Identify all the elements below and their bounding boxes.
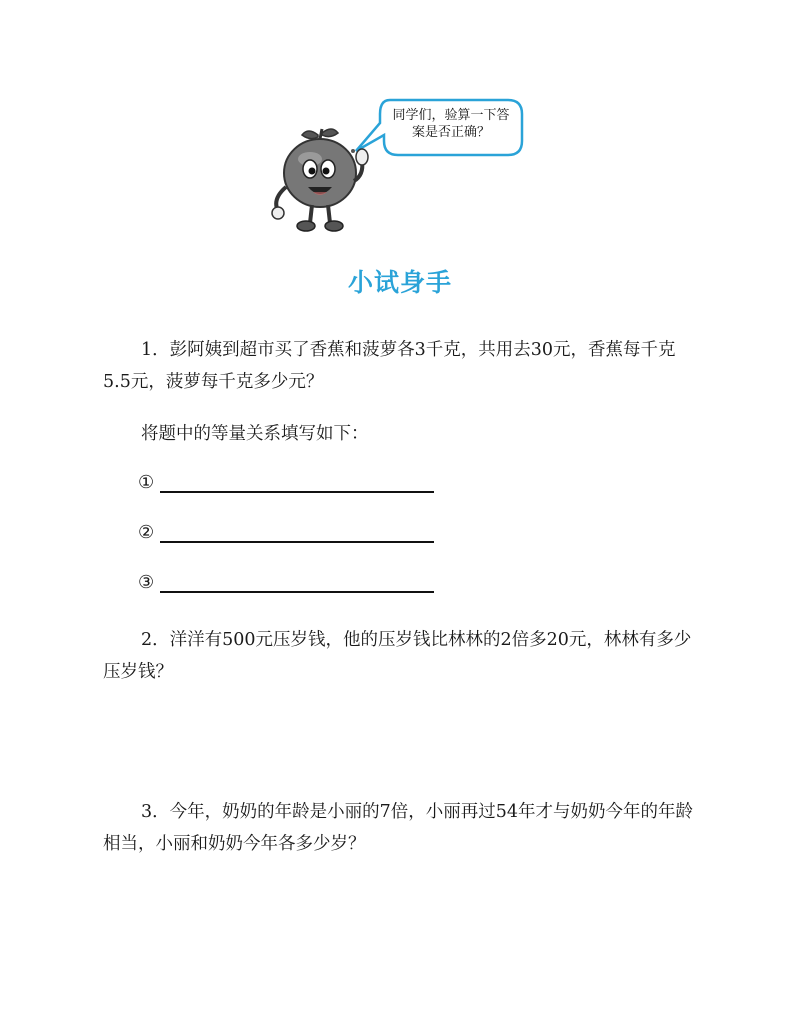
mascot-illustration xyxy=(270,95,530,235)
question-1-instruction: 将题中的等量关系填写如下： xyxy=(141,424,369,444)
question-3-text: 3．今年，奶奶的年龄是小丽的7倍，小丽再过54年才与奶奶今年的年龄相当，小丽和奶奶今年各多少岁？ xyxy=(103,802,694,854)
speech-line-2: 案是否正确？ xyxy=(411,125,490,140)
blank-line-1[interactable] xyxy=(160,491,434,493)
blank-marker-1: ① xyxy=(138,472,155,493)
fruit-character-icon xyxy=(272,129,368,231)
question-2-text: 2．洋洋有500元压岁钱，他的压岁钱比林林的2倍多20元，林林有多少压岁钱？ xyxy=(103,630,692,682)
question-1-text: 1．彭阿姨到超市买了香蕉和菠萝各3千克，共用去30元，香蕉每千克5.5元，菠萝每千克多少元？ xyxy=(103,340,676,392)
blank-marker-2: ② xyxy=(138,522,155,543)
blank-line-3[interactable] xyxy=(160,591,434,593)
section-title: 小试身手 xyxy=(347,268,452,297)
blank-marker-3: ③ xyxy=(138,572,155,593)
blank-line-2[interactable] xyxy=(160,541,434,543)
speech-bubble-text xyxy=(382,107,520,141)
speech-line-1: 同学们，验算一下答 xyxy=(392,108,510,123)
